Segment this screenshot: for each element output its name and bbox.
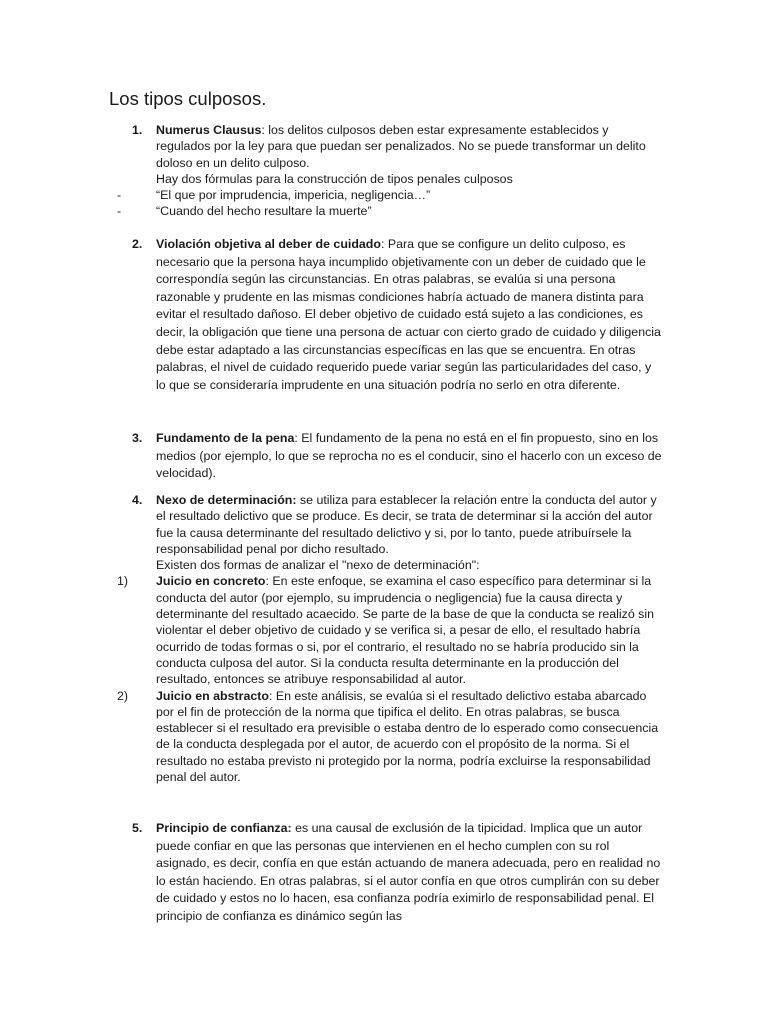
bullet-marker: - bbox=[117, 204, 122, 219]
item-text: se utiliza para establecer la relación entre la conducta del autor y el resultado delictivo que se produce. Es decir, se trata de determinar si la acción del autor fue la causa determinante del resultado delictivo y si, por lo tanto, puede atribuírsele la responsabilidad penal por dicho resultado. bbox=[156, 493, 657, 556]
bullet-text: “Cuando del hecho resultare la muerte” bbox=[156, 204, 372, 219]
bullet-item bbox=[117, 187, 662, 203]
item-number: 2. bbox=[132, 237, 143, 251]
item-term: Violación objetiva al deber de cuidado bbox=[156, 237, 381, 251]
item-term: Nexo de determinación: bbox=[156, 493, 297, 507]
list-item-1 bbox=[117, 122, 662, 220]
item-number: 4. bbox=[132, 493, 143, 507]
sub-item-1 bbox=[117, 573, 662, 687]
bullet-text: “El que por imprudencia, impericia, negligencia…” bbox=[156, 188, 431, 203]
item-text: : El fundamento de la pena no está en el fin propuesto, sino en los medios (por ejemplo, lo que se reprocha no es el conducir, sino el hacerlo con un exceso de velocidad). bbox=[156, 431, 662, 481]
item-number: 5. bbox=[132, 821, 143, 835]
item-paragraph bbox=[156, 492, 662, 557]
sub-item-term: Juicio en abstracto bbox=[156, 688, 269, 703]
sub-item-text: : En este enfoque, se examina el caso específico para determinar si la conducta del autor (por ejemplo, su imprudencia o negligencia) fue la causa directa y determinante del resultado acaecido. Se parte de la base de que la conducta se realizó sin violentar el deber objetivo de cuidado y se verifica si, a pesar de ello, el resultado habría ocurrido de todas formas o si, por el contrario, el resultado no se habría producido sin la conducta culposa del autor. Si la conducta resulta determinante en la producción del resultado, entonces se atribuye responsabilidad al autor. bbox=[156, 574, 655, 687]
sub-item-term: Juicio en concreto bbox=[156, 574, 266, 589]
item-text: : Para que se configure un delito culposo, es necesario que la persona haya incumplido objetivamente con un deber de cuidado que le correspondía según las circunstancias. En otras palabras, se evalúa si una persona razonable y prudente en las mismas condiciones habría actuado de manera distinta para evitar el resultado dañoso. El deber objetivo de cuidado está sujeto a las condiciones, es decir, la obligación que tiene una persona de actuar con cierto grado de cuidado y diligencia debe estar adaptado a las circunstancias específicas en las que se encuentra. En otras palabras, el nivel de cuidado requerido puede variar según las particularidades del caso, y lo que se consideraría imprudente en una situación podría no serlo en otra diferente. bbox=[156, 237, 661, 392]
bullet-item bbox=[117, 203, 662, 219]
item-text: : los delitos culposos deben estar expresamente establecidos y regulados por la ley para que puedan ser penalizados. No se puede transformar un delito doloso en un delito culposo. bbox=[156, 123, 646, 170]
item-term: Numerus Clausus bbox=[156, 123, 262, 137]
item-paragraph bbox=[156, 236, 662, 394]
item-term: Principio de confianza: bbox=[156, 821, 292, 835]
item-paragraph bbox=[156, 430, 662, 483]
document-title: Los tipos culposos. bbox=[109, 88, 267, 109]
list-item-4 bbox=[117, 492, 662, 785]
item-term: Fundamento de la pena bbox=[156, 431, 295, 445]
sub-item-text: : En este análisis, se evalúa si el resultado delictivo estaba abarcado por el fin de protección de la norma que tipifica el delito. En otras palabras, se busca establecer si el resultado era previsible o estaba dentro de lo esperado como consecuencia de la conducta desplegada por el autor, de acuerdo con el propósito de la norma. Si el resultado no estaba previsto ni protegido por la norma, podría excluirse la responsabilidad penal del autor. bbox=[156, 688, 659, 785]
item-text: es una causal de exclusión de la tipicidad. Implica que un autor puede confiar en que las personas que intervienen en el hecho cumplen con su rol asignado, es decir, confía en que están actuando de manera adecuada, pero en realidad no lo están haciendo. En otras palabras, si el autor confía en que otros cumplirán con su deber de cuidado y estos no lo hacen, esa confianza podría eximirlo de responsabilidad penal. El principio de confianza es dinámico según las bbox=[156, 821, 661, 923]
item-paragraph bbox=[156, 122, 662, 171]
list-item-3 bbox=[132, 430, 662, 483]
item-paragraph bbox=[156, 820, 662, 926]
list-item-5 bbox=[132, 820, 662, 926]
sub-item-2 bbox=[117, 688, 662, 786]
list-item-2 bbox=[132, 236, 662, 394]
item-number: 1. bbox=[132, 123, 143, 137]
sub-item-marker: 1) bbox=[117, 574, 129, 589]
sub-item-marker: 2) bbox=[117, 688, 129, 703]
item-number: 3. bbox=[132, 431, 143, 445]
item-extra: Hay dos fórmulas para la construcción de tipos penales culposos bbox=[156, 171, 513, 186]
bullet-marker: - bbox=[117, 188, 122, 203]
item-extra: Existen dos formas de analizar el "nexo de determinación": bbox=[156, 558, 480, 573]
